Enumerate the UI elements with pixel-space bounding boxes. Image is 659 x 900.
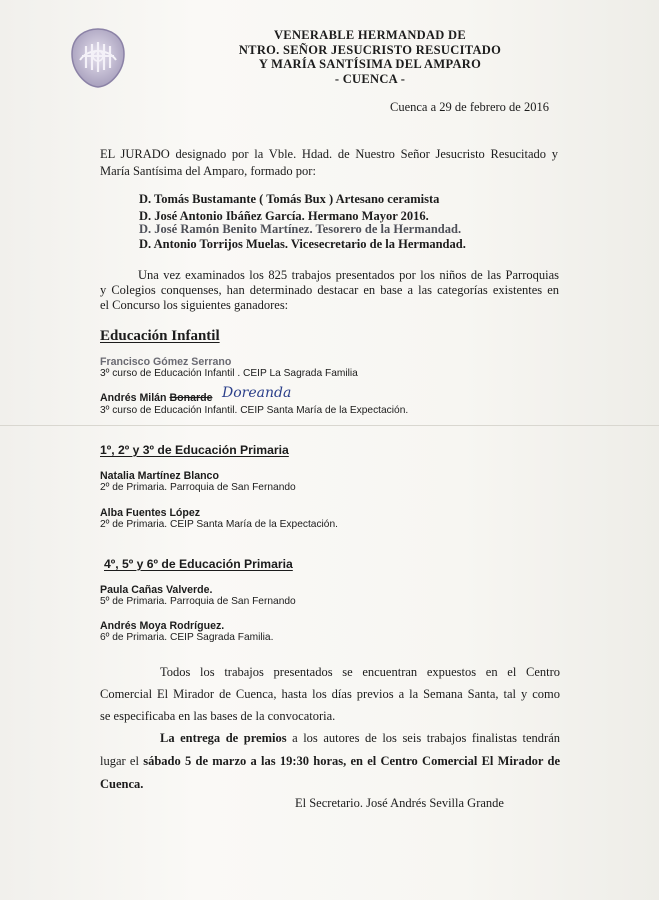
winner-detail: 3º curso de Educación Infantil . CEIP La Sagrada Familia xyxy=(100,368,358,379)
winner-name xyxy=(100,392,212,404)
awards-line-2-start: lugar el xyxy=(100,754,139,768)
winner-detail: 3º curso de Educación Infantil. CEIP Santa María de la Expectación. xyxy=(100,405,409,416)
section-title-primaria-1: 1º, 2º y 3º de Educación Primaria xyxy=(100,443,289,457)
header-line-3: Y MARÍA SANTÍSIMA DEL AMPARO xyxy=(258,57,482,71)
header-line-1: VENERABLE HERMANDAD DE xyxy=(273,28,467,42)
exam-line-3: el Concurso los siguientes ganadores: xyxy=(100,298,289,312)
jury-member-4: D. Antonio Torrijos Muelas. Vicesecretario de la Hermandad. xyxy=(139,237,466,251)
awards-line-1-wrap xyxy=(160,731,560,746)
winner-name: Andrés Moya Rodríguez. xyxy=(100,620,225,632)
winner-detail: 2º de Primaria. CEIP Santa María de la Expectación. xyxy=(100,519,338,530)
exam-line-2-wrap xyxy=(100,283,559,298)
section-title-infantil: Educación Infantil xyxy=(100,328,220,344)
exhibit-line-2-wrap xyxy=(100,687,560,702)
awards-event-details: sábado 5 de marzo a las 19:30 horas, en el Centro Comercial El Mirador de xyxy=(143,754,561,768)
winner-name: Natalia Martínez Blanco xyxy=(100,470,219,482)
winner-name: Alba Fuentes López xyxy=(100,507,201,519)
exam-line-1: Una vez examinados los 825 trabajos presentados por los niños de las Parroquias xyxy=(138,268,559,282)
winner-name-struck: Bonarde xyxy=(169,392,213,404)
header-line-2: NTRO. SEÑOR JESUCRISTO RESUCITADO xyxy=(238,42,502,57)
winner-detail: 2º de Primaria. Parroquia de San Fernando xyxy=(100,482,296,493)
winner-name: Francisco Gómez Serrano xyxy=(100,356,232,368)
intro-line-1: EL JURADO designado por la Vble. Hdad. de Nuestro Señor Jesucristo Resucitado y xyxy=(100,147,558,161)
winner-name-first: Andrés Milán xyxy=(100,392,167,404)
intro-line-2: María Santísima del Amparo, formado por: xyxy=(100,164,316,178)
awards-line-2-wrap xyxy=(100,754,560,769)
section-title-primaria-2: 4º, 5º y 6º de Educación Primaria xyxy=(104,557,293,571)
exhibit-line-2: Comercial El Mirador de Cuenca, hasta los días previos a la Semana Santa, tal y como xyxy=(100,687,560,701)
exam-line-1-wrap xyxy=(138,268,559,283)
jury-member-3: D. José Ramón Benito Martínez. Tesorero de la Hermandad. xyxy=(139,222,462,236)
exhibit-line-1-wrap xyxy=(160,665,560,680)
exhibit-line-3: se especificaba en las bases de la convocatoria. xyxy=(100,709,336,723)
awards-line-3: Cuenca. xyxy=(100,777,144,791)
document-date: Cuenca a 29 de febrero de 2016 xyxy=(390,100,549,114)
exhibit-line-1: Todos los trabajos presentados se encuentran expuestos en el Centro xyxy=(160,665,560,679)
awards-line-1-rest: a los autores de los seis trabajos finalistas tendrán xyxy=(292,731,560,745)
secretary-signature: El Secretario. José Andrés Sevilla Grande xyxy=(295,796,504,810)
handwritten-correction: Doreanda xyxy=(222,385,292,401)
jury-member-2: D. José Antonio Ibáñez García. Hermano Mayor 2016. xyxy=(139,209,429,223)
intro-paragraph xyxy=(100,147,558,162)
awards-line-1 xyxy=(160,731,560,746)
brotherhood-header xyxy=(200,28,540,86)
exam-line-2: y Colegios conquenses, han determinado destacar en base a las categorías existentes en xyxy=(100,283,559,297)
winner-name: Paula Cañas Valverde. xyxy=(100,584,213,596)
jury-member-1: D. Tomás Bustamante ( Tomás Bux ) Artesano ceramista xyxy=(139,192,440,206)
awards-line-2 xyxy=(100,754,560,769)
winner-detail: 5º de Primaria. Parroquia de San Fernando xyxy=(100,596,296,607)
header-line-4: - CUENCA - xyxy=(334,71,406,86)
brotherhood-emblem-icon xyxy=(66,26,130,90)
paper-fold xyxy=(0,425,659,426)
awards-highlight: La entrega de premios xyxy=(160,731,287,745)
winner-detail: 6º de Primaria. CEIP Sagrada Familia. xyxy=(100,632,274,643)
